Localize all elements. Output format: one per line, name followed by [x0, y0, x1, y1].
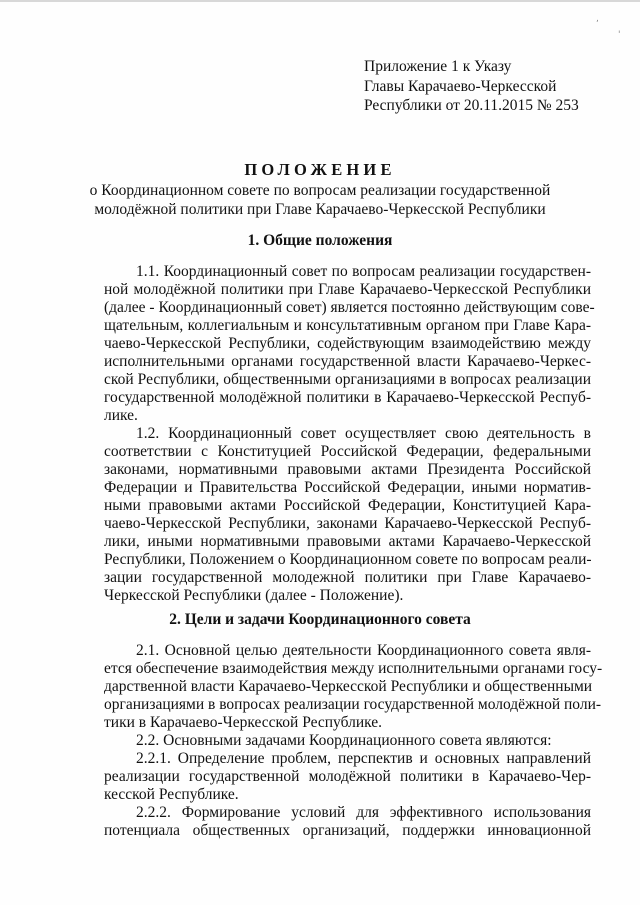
text-line: дарственной власти Карачаево-Черкесской Республики и общественными — [104, 678, 593, 695]
section-heading: 2. Цели и задачи Координационного совета — [169, 611, 471, 628]
scan-mark: , — [596, 14, 599, 24]
text-line: соответствии с Конституцией Российской Федерации, федеральными — [104, 443, 591, 460]
scan-edge — [0, 0, 640, 2]
appendix-line: Приложение 1 к Указу — [364, 58, 512, 75]
appendix-reference — [364, 57, 579, 116]
text-line: организациями в вопросах реализации государственной молодёжной поли- — [104, 696, 602, 713]
paragraph-1-1 — [104, 263, 595, 425]
paragraph-1-2 — [104, 425, 591, 605]
text-line: лики, иными нормативными правовыми актами Карачаево-Черкесской — [104, 533, 591, 550]
text-line: ской Республики, общественными организациями в вопросах реализации — [104, 371, 591, 388]
text-line: ными правовыми актами Российской Федерации, Конституцией Кара- — [104, 497, 591, 514]
text-line: потенциала общественных организаций, поддержки инновационной — [104, 822, 591, 839]
document-subtitle — [0, 181, 640, 219]
text-line: чаево-Черкесской Республики, содействующим взаимодействию между — [104, 335, 591, 352]
text-line: щательным, коллегиальным и консультативным органом при Главе Кара- — [104, 317, 591, 334]
paragraph-2-1 — [104, 642, 603, 732]
text-line: 1.2. Координационный совет осуществляет свою деятельность в — [136, 425, 591, 442]
text-line: лике. — [104, 407, 138, 424]
document-title: ПОЛОЖЕНИЕ — [244, 160, 396, 179]
subtitle-line: молодёжной политики при Главе Карачаево-Черкесской Республики — [94, 201, 546, 218]
text-line: зации государственной молодежной политики при Главе Карачаево- — [104, 569, 591, 586]
text-line: Черкесской Республики (далее - Положение). — [104, 587, 404, 604]
appendix-line: Республики от 20.11.2015 № 253 — [364, 97, 579, 114]
text-line: государственной молодёжной политики в Карачаево-Черкесской Респуб- — [104, 389, 591, 406]
text-line: 1.1. Координационный совет по вопросам реализации государствен- — [136, 263, 591, 280]
text-line: ется обеспечение взаимодействия между исполнительными органами госу- — [104, 660, 603, 677]
paragraph-2-2 — [104, 732, 591, 750]
text-line: тики в Карачаево-Черкесской Республике. — [104, 714, 383, 731]
text-line: Республики, Положением о Координационном совете по вопросам реали- — [104, 551, 592, 568]
scan-mark: ' — [618, 30, 621, 40]
text-line: кесской Республике. — [104, 786, 239, 803]
text-line: 2.2. Основными задачами Координационного совета являются: — [136, 732, 552, 749]
section-heading: 1. Общие положения — [247, 232, 393, 249]
text-line: чаево-Черкесской Республики, законами Карачаево-Черкесской Респуб- — [104, 515, 591, 532]
text-line: исполнительными органами государственной власти Карачаево-Черкес- — [104, 353, 591, 370]
text-line: ной молодёжной политики при Главе Карачаево-Черкесской Республики — [104, 281, 591, 298]
text-line: 2.2.1. Определение проблем, перспектив и основных направлений — [136, 750, 591, 767]
paragraph-2-2-1 — [104, 750, 591, 804]
text-line: 2.2.2. Формирование условий для эффективного использования — [136, 804, 591, 821]
appendix-line: Главы Карачаево-Черкесской — [364, 77, 557, 95]
paragraph-2-2-2 — [104, 804, 591, 840]
text-line: (далее - Координационный совет) является постоянно действующим сове- — [104, 299, 595, 316]
text-line: 2.1. Основной целью деятельности Координационного совета явля- — [136, 642, 591, 659]
text-line: Федерации и Правительства Российской Федерации, иными норматив- — [104, 479, 591, 496]
text-line: законами, нормативными правовыми актами Президента Российской — [104, 461, 591, 478]
text-line: реализации государственной молодёжной политики в Карачаево-Чер- — [104, 768, 591, 785]
subtitle-line: о Координационном совете по вопросам реализации государственной — [89, 182, 551, 199]
